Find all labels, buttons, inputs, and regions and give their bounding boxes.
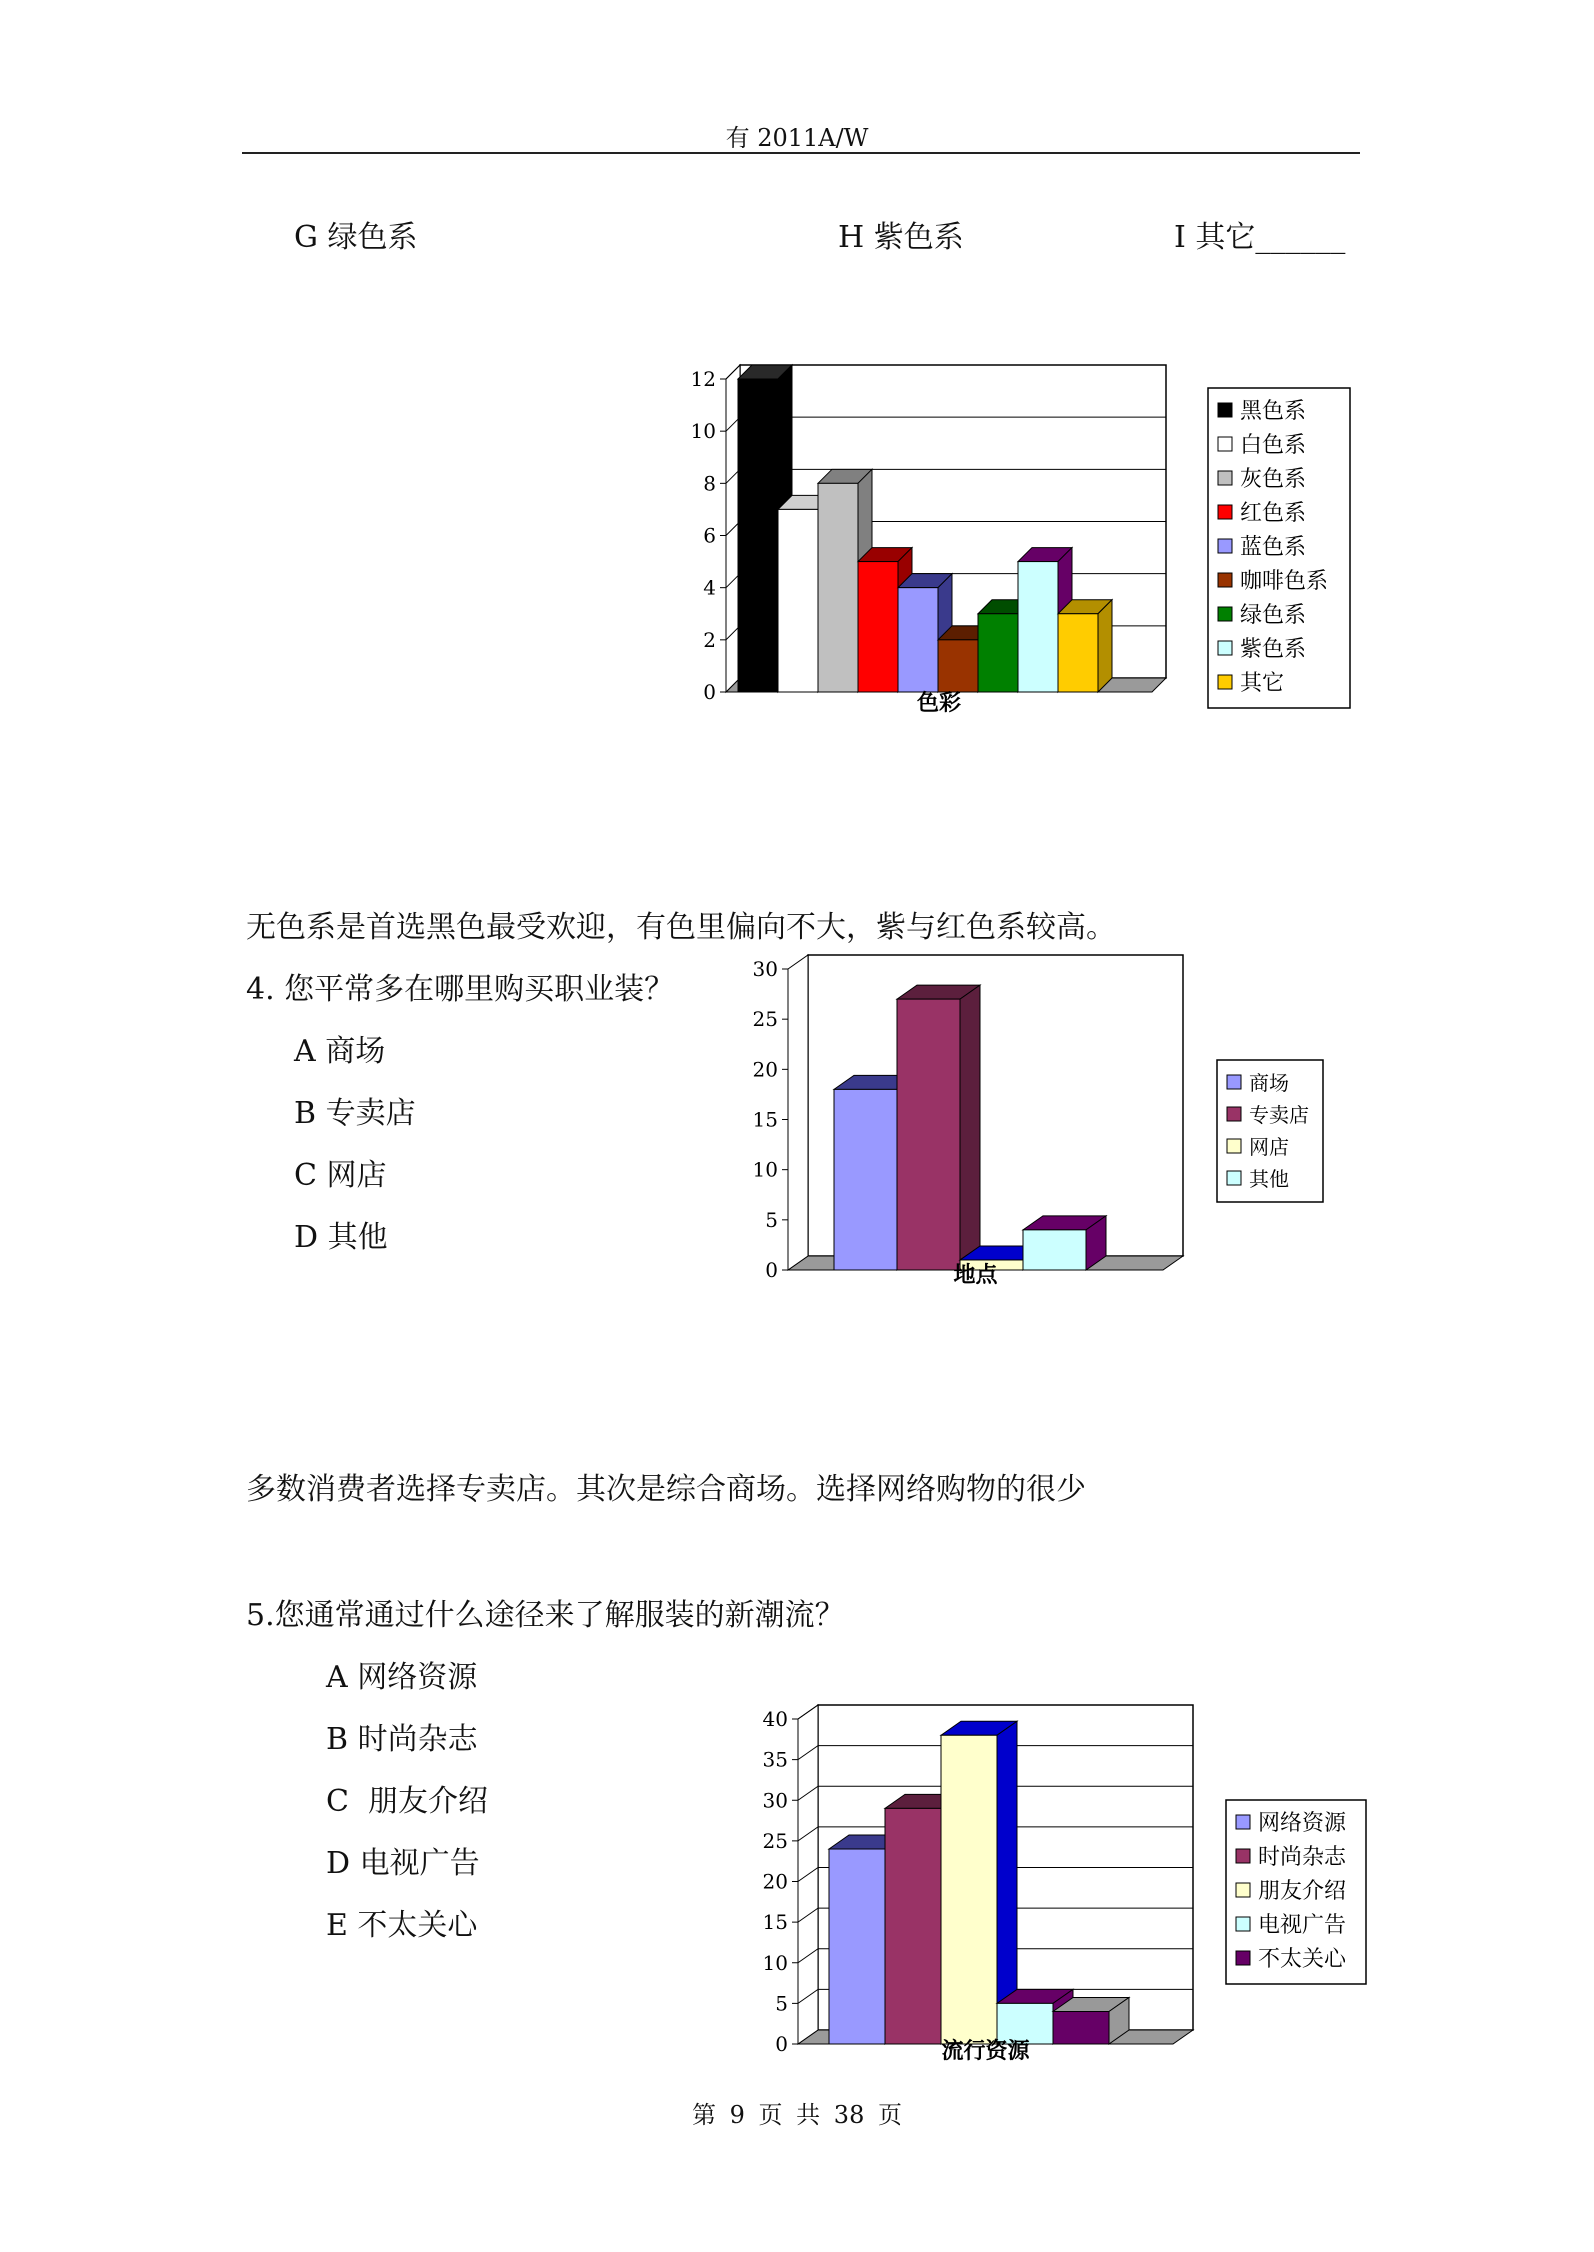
q4-question: 4. 您平常多在哪里购买职业装？ <box>246 972 675 1007</box>
legend-label: 其它 <box>1240 671 1285 696</box>
legend-swatch-其它 <box>1218 675 1232 689</box>
legend-swatch-网店 <box>1227 1139 1241 1153</box>
legend-swatch-不太关心 <box>1236 1951 1250 1965</box>
legend-swatch-黑色系 <box>1218 403 1232 417</box>
y-tick-label: 25 <box>762 1828 788 1853</box>
legend-swatch-商场 <box>1227 1075 1241 1089</box>
q5-option-c: C 朋友介绍 <box>326 1784 489 1819</box>
bar-灰色系 <box>818 483 858 692</box>
y-tick-label: 8 <box>703 471 716 496</box>
option-i: I 其它______ <box>1174 220 1346 255</box>
legend-label: 网络资源 <box>1258 1811 1347 1836</box>
q3-conclusion: 无色系是首选黑色最受欢迎，有色里偏向不大，紫与红色系较高。 <box>246 910 1116 945</box>
x-axis-label: 色彩 <box>916 690 962 716</box>
y-tick-label: 10 <box>762 1950 788 1975</box>
q5-option-d: D 电视广告 <box>326 1846 480 1881</box>
page-header: 有 2011A/W <box>725 124 869 152</box>
legend-swatch-其他 <box>1227 1171 1241 1185</box>
q4-option-a: A 商场 <box>294 1034 386 1069</box>
legend-label: 电视广告 <box>1258 1913 1347 1938</box>
y-tick-label: 0 <box>775 2032 788 2056</box>
legend-swatch-电视广告 <box>1236 1917 1250 1931</box>
legend-swatch-蓝色系 <box>1218 539 1232 553</box>
bar-不太关心 <box>1053 2012 1109 2045</box>
y-tick-label: 10 <box>752 1157 778 1182</box>
legend-label: 蓝色系 <box>1240 535 1307 560</box>
bar-紫色系 <box>1018 562 1058 692</box>
q5-option-b: B 时尚杂志 <box>326 1722 478 1757</box>
legend-swatch-白色系 <box>1218 437 1232 451</box>
legend-label: 咖啡色系 <box>1240 569 1329 594</box>
y-tick-label: 30 <box>752 957 778 981</box>
y-tick-label: 35 <box>762 1747 788 1772</box>
legend-label: 绿色系 <box>1240 603 1307 628</box>
bar-时尚杂志 <box>885 1808 941 2044</box>
y-tick-label: 2 <box>703 627 716 652</box>
bar-网络资源 <box>829 1849 885 2044</box>
bar-白色系 <box>778 509 818 692</box>
y-tick-label: 5 <box>775 1991 788 2016</box>
bar-side-专卖店 <box>960 985 980 1270</box>
option-g: G 绿色系 <box>294 220 418 255</box>
legend-swatch-绿色系 <box>1218 607 1232 621</box>
bar-其它 <box>1058 614 1098 692</box>
y-tick-label: 10 <box>690 419 716 444</box>
legend-label: 商场 <box>1249 1071 1289 1095</box>
q5-option-a: A 网络资源 <box>326 1660 478 1695</box>
q4-conclusion: 多数消费者选择专卖店。其次是综合商场。选择网络购物的很少 <box>246 1472 1086 1507</box>
legend-swatch-时尚杂志 <box>1236 1849 1250 1863</box>
legend-swatch-咖啡色系 <box>1218 573 1232 587</box>
legend-swatch-紫色系 <box>1218 641 1232 655</box>
legend-label: 朋友介绍 <box>1258 1879 1347 1904</box>
bar-专卖店 <box>897 999 960 1270</box>
legend-label: 黑色系 <box>1240 399 1307 424</box>
bar-side-其它 <box>1098 600 1112 692</box>
y-tick-label: 6 <box>703 523 716 548</box>
legend-label: 专卖店 <box>1249 1103 1309 1127</box>
bar-黑色系 <box>738 379 778 692</box>
legend-swatch-专卖店 <box>1227 1107 1241 1121</box>
legend-label: 网店 <box>1249 1135 1289 1159</box>
bar-其他 <box>1023 1230 1086 1270</box>
page-footer: 第 9 页 共 38 页 <box>692 2101 902 2129</box>
y-tick-label: 20 <box>752 1057 778 1082</box>
y-tick-label: 20 <box>762 1869 788 1894</box>
bar-朋友介绍 <box>941 1735 997 2044</box>
y-tick-label: 30 <box>762 1788 788 1813</box>
bar-红色系 <box>858 562 898 692</box>
legend-label: 灰色系 <box>1240 467 1307 492</box>
bar-绿色系 <box>978 614 1018 692</box>
bar-咖啡色系 <box>938 640 978 692</box>
legend-label: 白色系 <box>1240 433 1307 458</box>
chart-side-wall <box>788 955 808 1270</box>
x-axis-label: 地点 <box>953 1262 998 1288</box>
y-tick-label: 40 <box>762 1707 788 1731</box>
q5-question: 5.您通常通过什么途径来了解服装的新潮流？ <box>246 1598 845 1633</box>
legend-swatch-灰色系 <box>1218 471 1232 485</box>
y-tick-label: 25 <box>752 1007 778 1032</box>
y-tick-label: 4 <box>703 575 716 600</box>
y-tick-label: 12 <box>690 367 716 391</box>
q5-option-e: E 不太关心 <box>326 1908 478 1943</box>
q4-option-d: D 其他 <box>294 1220 388 1255</box>
bar-蓝色系 <box>898 588 938 692</box>
y-tick-label: 15 <box>762 1910 788 1935</box>
legend-label: 红色系 <box>1240 501 1307 526</box>
legend-swatch-朋友介绍 <box>1236 1883 1250 1897</box>
y-tick-label: 0 <box>703 680 716 704</box>
legend-swatch-网络资源 <box>1236 1815 1250 1829</box>
legend-swatch-红色系 <box>1218 505 1232 519</box>
bar-商场 <box>834 1089 897 1270</box>
x-axis-label: 流行资源 <box>941 2038 1030 2064</box>
y-tick-label: 0 <box>765 1258 778 1282</box>
q4-option-b: B 专卖店 <box>294 1096 416 1131</box>
legend-label: 紫色系 <box>1240 637 1307 662</box>
y-tick-label: 5 <box>765 1207 778 1232</box>
legend-label: 不太关心 <box>1258 1947 1347 1972</box>
legend-label: 时尚杂志 <box>1258 1845 1347 1870</box>
legend-label: 其他 <box>1249 1167 1289 1191</box>
q4-option-c: C 网店 <box>294 1158 387 1193</box>
option-h: H 紫色系 <box>838 220 964 255</box>
y-tick-label: 15 <box>752 1107 778 1132</box>
